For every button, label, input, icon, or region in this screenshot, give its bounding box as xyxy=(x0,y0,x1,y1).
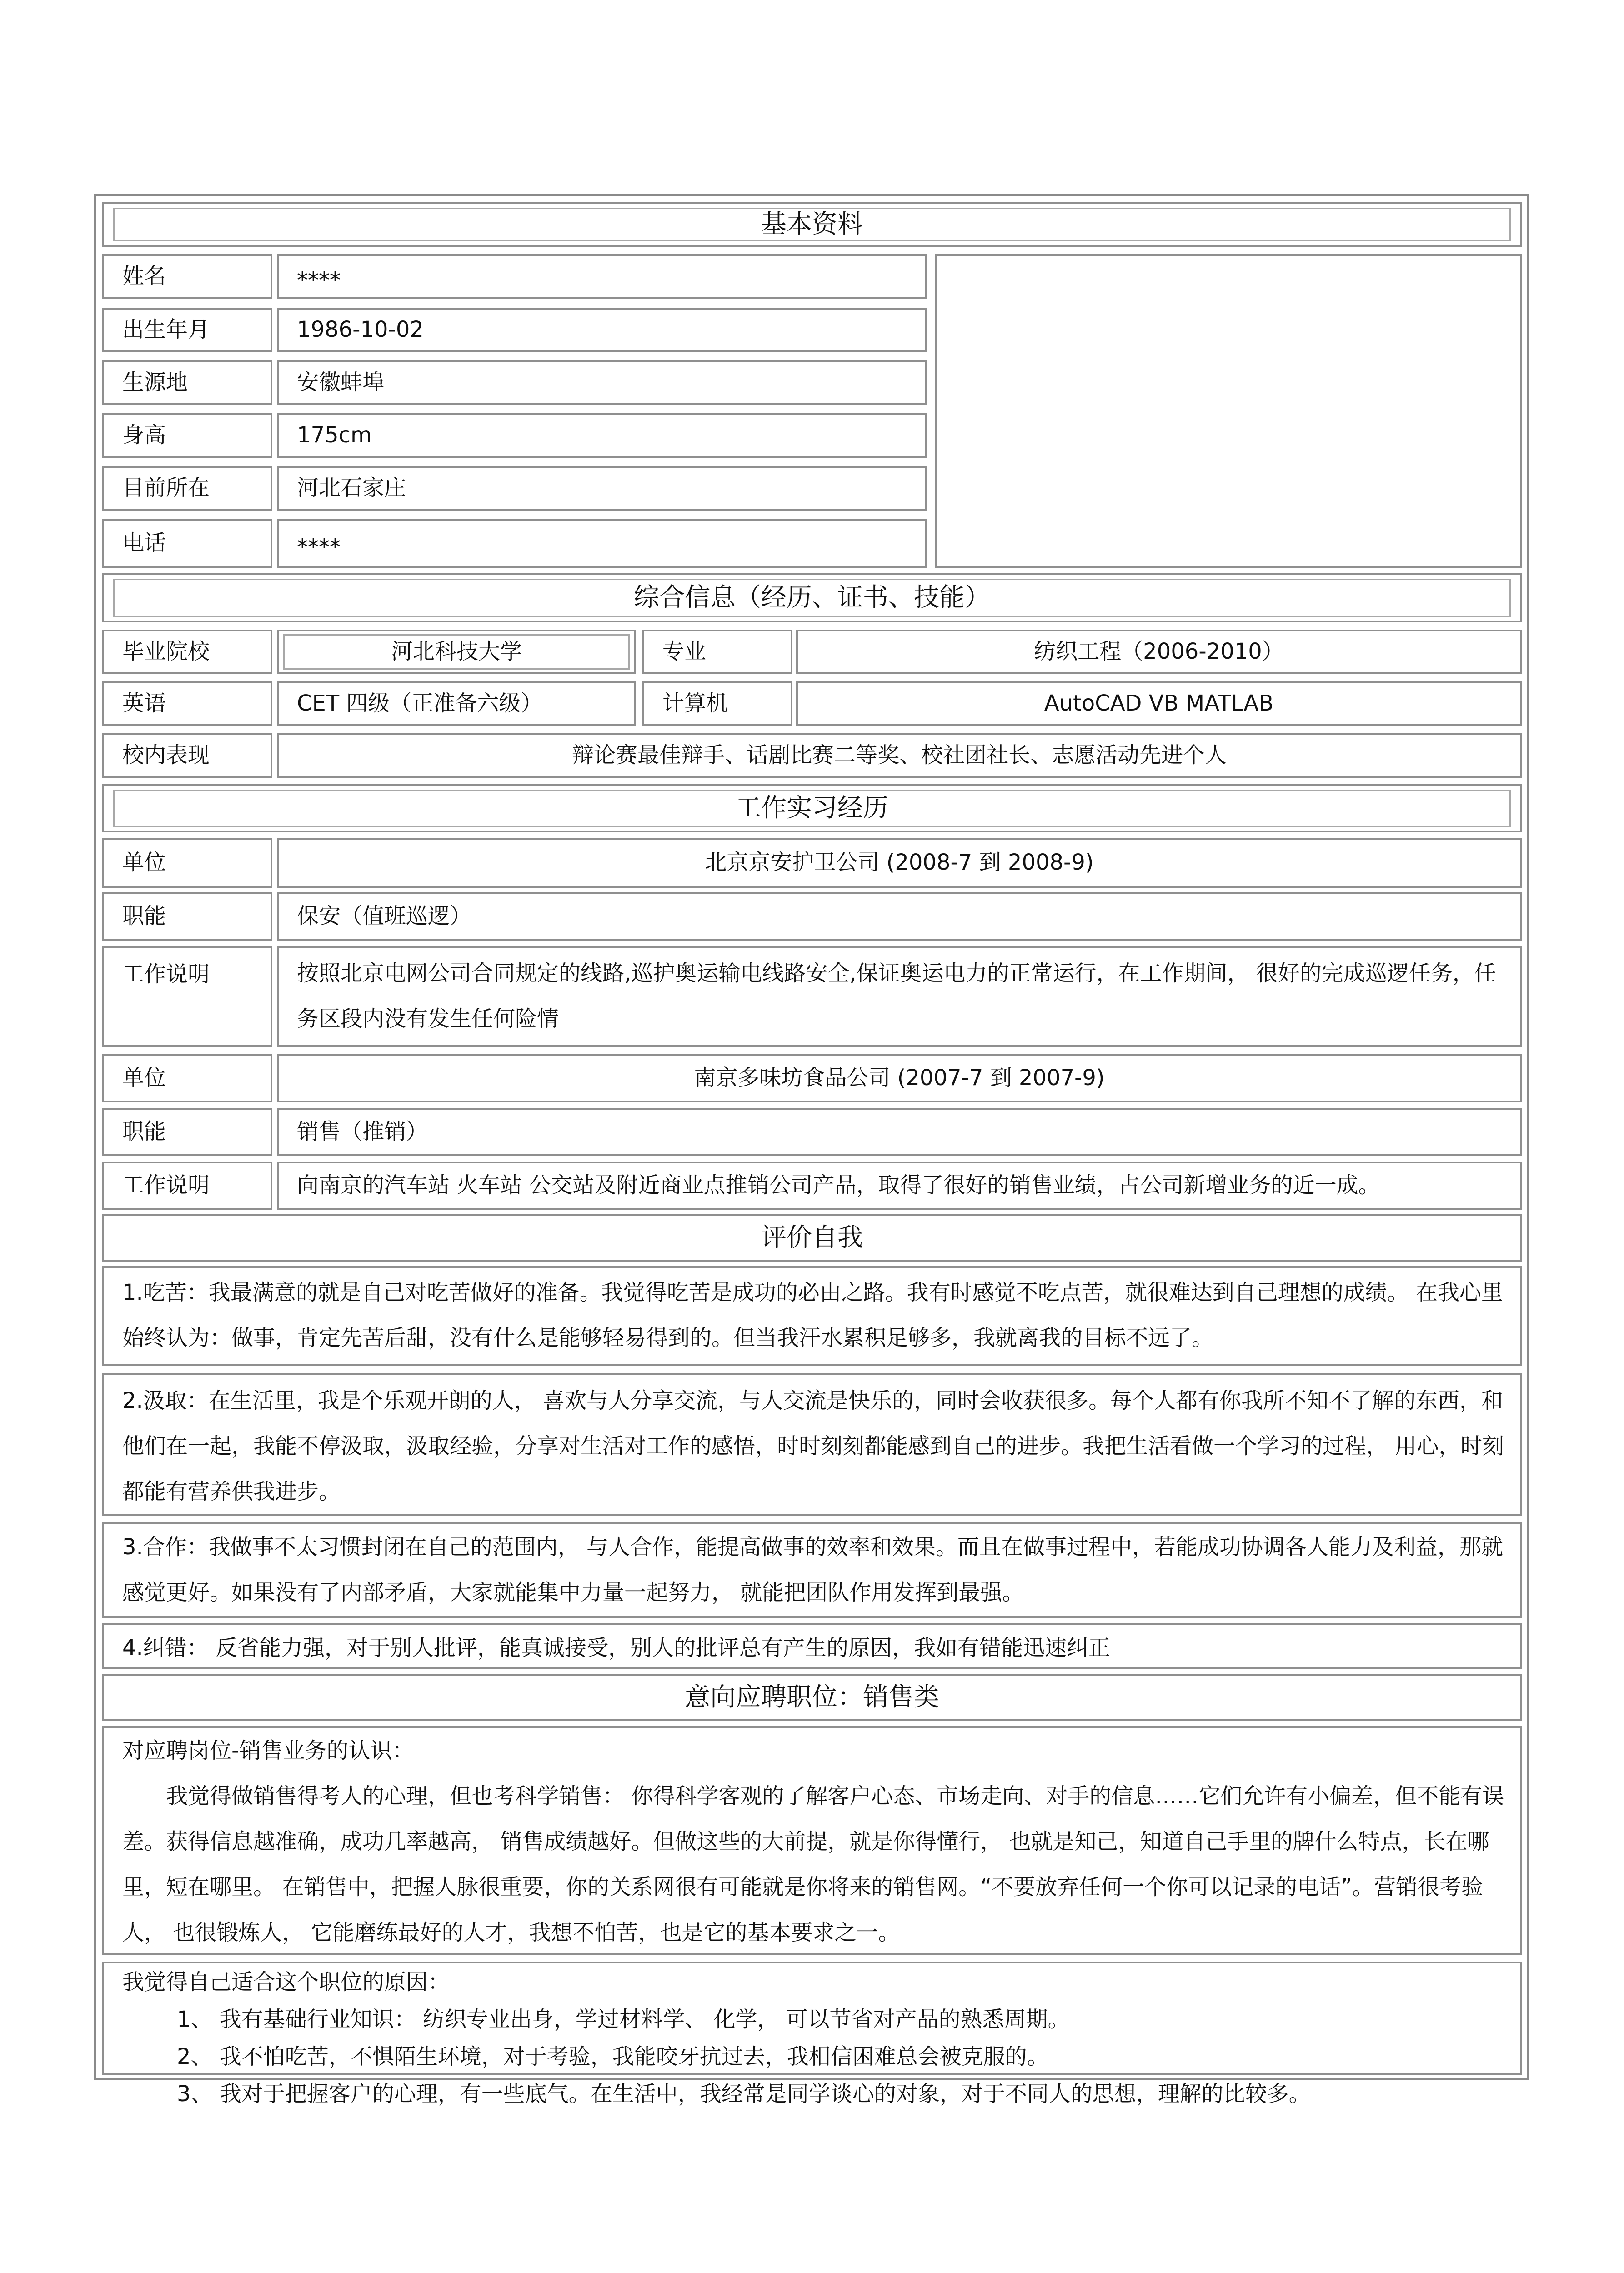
value-origin: 安徽蚌埠 xyxy=(277,360,927,405)
section-general-title: 综合信息（经历、证书、技能） xyxy=(634,583,990,613)
self-item-4: 4.纠错： 反省能力强，对于别人批评，能真诚接受，别人的批评总有产生的原因，我如有错能迅速纠正 xyxy=(102,1623,1522,1669)
section-general-header xyxy=(102,573,1522,622)
value-computer: AutoCAD VB MATLAB xyxy=(796,681,1522,726)
label-desc-1: 工作说明 xyxy=(102,946,272,1047)
value-unit-1: 北京京安护卫公司 (2008-7 到 2008-9) xyxy=(277,838,1522,888)
section-basic-header xyxy=(102,202,1522,247)
section-intent-title: 意向应聘职位：销售类 xyxy=(685,1682,939,1712)
value-english: CET 四级（正准备六级） xyxy=(277,681,636,726)
value-desc-2: 向南京的汽车站 火车站 公交站及附近商业点推销公司产品，取得了很好的销售业绩，占公司新增业务的近一成。 xyxy=(277,1162,1522,1210)
section-basic-title: 基本资料 xyxy=(761,210,863,240)
value-height: 175cm xyxy=(277,413,927,458)
label-height: 身高 xyxy=(102,413,272,458)
section-work-header xyxy=(102,784,1522,832)
label-campus: 校内表现 xyxy=(102,733,272,778)
section-self-title: 评价自我 xyxy=(761,1223,863,1253)
label-major: 专业 xyxy=(642,630,792,674)
reason-item-1: 1、 我有基础行业知识： 纺织专业出身，学过材料学、 化学， 可以节省对产品的熟悉周期。 xyxy=(177,2007,1070,2032)
section-intent-header xyxy=(102,1674,1522,1721)
value-birth: 1986-10-02 xyxy=(277,308,927,352)
label-location: 目前所在 xyxy=(102,466,272,511)
self-item-1: 1.吃苦：我最满意的就是自己对吃苦做好的准备。我觉得吃苦是成功的必由之路。我有时感觉不吃点苦，就很难达到自己理想的成绩。 在我心里始终认为：做事，肯定先苦后甜，没有什么是能够轻易得到的。但当我汗水累积足够多，我就离我的目标不远了。 xyxy=(102,1266,1522,1366)
photo-box xyxy=(935,254,1522,568)
label-unit-2: 单位 xyxy=(102,1054,272,1102)
label-birth: 出生年月 xyxy=(102,308,272,352)
reason-item-2: 2、 我不怕吃苦，不惧陌生环境，对于考验，我能咬牙抗过去，我相信困难总会被克服的。 xyxy=(177,2044,1049,2069)
label-desc-2: 工作说明 xyxy=(102,1162,272,1210)
value-desc-1: 按照北京电网公司合同规定的线路,巡护奥运输电线路安全,保证奥运电力的正常运行，在工作期间， 很好的完成巡逻任务，任务区段内没有发生任何险情 xyxy=(277,946,1522,1047)
label-role-2: 职能 xyxy=(102,1108,272,1156)
label-role-1: 职能 xyxy=(102,892,272,941)
intent-understanding xyxy=(102,1726,1522,1955)
label-phone: 电话 xyxy=(102,519,272,568)
resume-frame xyxy=(94,194,1529,2107)
value-phone: **** xyxy=(277,519,927,568)
self-item-2: 2.汲取：在生活里，我是个乐观开朗的人， 喜欢与人分享交流，与人交流是快乐的，同时会收获很多。每个人都有你我所不知不了解的东西，和他们在一起，我能不停汲取，汲取经验，分享对生活对工作的感悟，时时刻刻都能感到自己的进步。我把生活看做一个学习的过程， 用心，时刻都能有营养供我进步。 xyxy=(102,1373,1522,1516)
value-name: **** xyxy=(277,254,927,299)
label-origin: 生源地 xyxy=(102,360,272,405)
understanding-heading: 对应聘岗位-销售业务的认识： xyxy=(122,1738,414,1763)
section-self-header xyxy=(102,1214,1522,1262)
value-major: 纺织工程（2006-2010） xyxy=(796,630,1522,674)
value-campus: 辩论赛最佳辩手、话剧比赛二等奖、校社团社长、志愿活动先进个人 xyxy=(277,733,1522,778)
intent-reasons xyxy=(102,1962,1522,2107)
label-school: 毕业院校 xyxy=(102,630,272,674)
understanding-body: 我觉得做销售得考人的心理，但也考科学销售： 你得科学客观的了解客户心态、市场走向、对手的信息……它们允许有小偏差，但不能有误差。获得信息越准确，成功几率越高， 销售成绩越好。但做这些的大前提，就是你得懂行， 也就是知己，知道自己手里的牌什么特点，长在哪里，短在哪里。 在销售中，把握人脉很重要，你的关系网很有可能就是你将来的销售网。“不要放弃任何一个你可以记录的电话”。营销很考验人， 也很锻炼人， 它能磨练最好的人才，我想不怕苦，也是它的基本要求之一。 xyxy=(122,1783,1504,1945)
reasons-heading: 我觉得自己适合这个职位的原因： xyxy=(122,1969,450,1995)
value-school: 河北科技大学 xyxy=(277,630,636,674)
value-location: 河北石家庄 xyxy=(277,466,927,511)
label-english: 英语 xyxy=(102,681,272,726)
section-work-title: 工作实习经历 xyxy=(736,793,888,823)
value-unit-2: 南京多味坊食品公司 (2007-7 到 2007-9) xyxy=(277,1054,1522,1102)
label-unit-1: 单位 xyxy=(102,838,272,888)
reason-item-3: 3、 我对于把握客户的心理，有一些底气。在生活中，我经常是同学谈心的对象，对于不同人的思想，理解的比较多。 xyxy=(177,2081,1311,2107)
label-computer: 计算机 xyxy=(642,681,792,726)
self-item-3: 3.合作：我做事不太习惯封闭在自己的范围内， 与人合作，能提高做事的效率和效果。而且在做事过程中，若能成功协调各人能力及利益，那就感觉更好。如果没有了内部矛盾，大家就能集中力量一起努力， 就能把团队作用发挥到最强。 xyxy=(102,1522,1522,1618)
value-role-2: 销售（推销） xyxy=(277,1108,1522,1156)
label-name: 姓名 xyxy=(102,254,272,299)
value-role-1: 保安（值班巡逻） xyxy=(277,892,1522,941)
